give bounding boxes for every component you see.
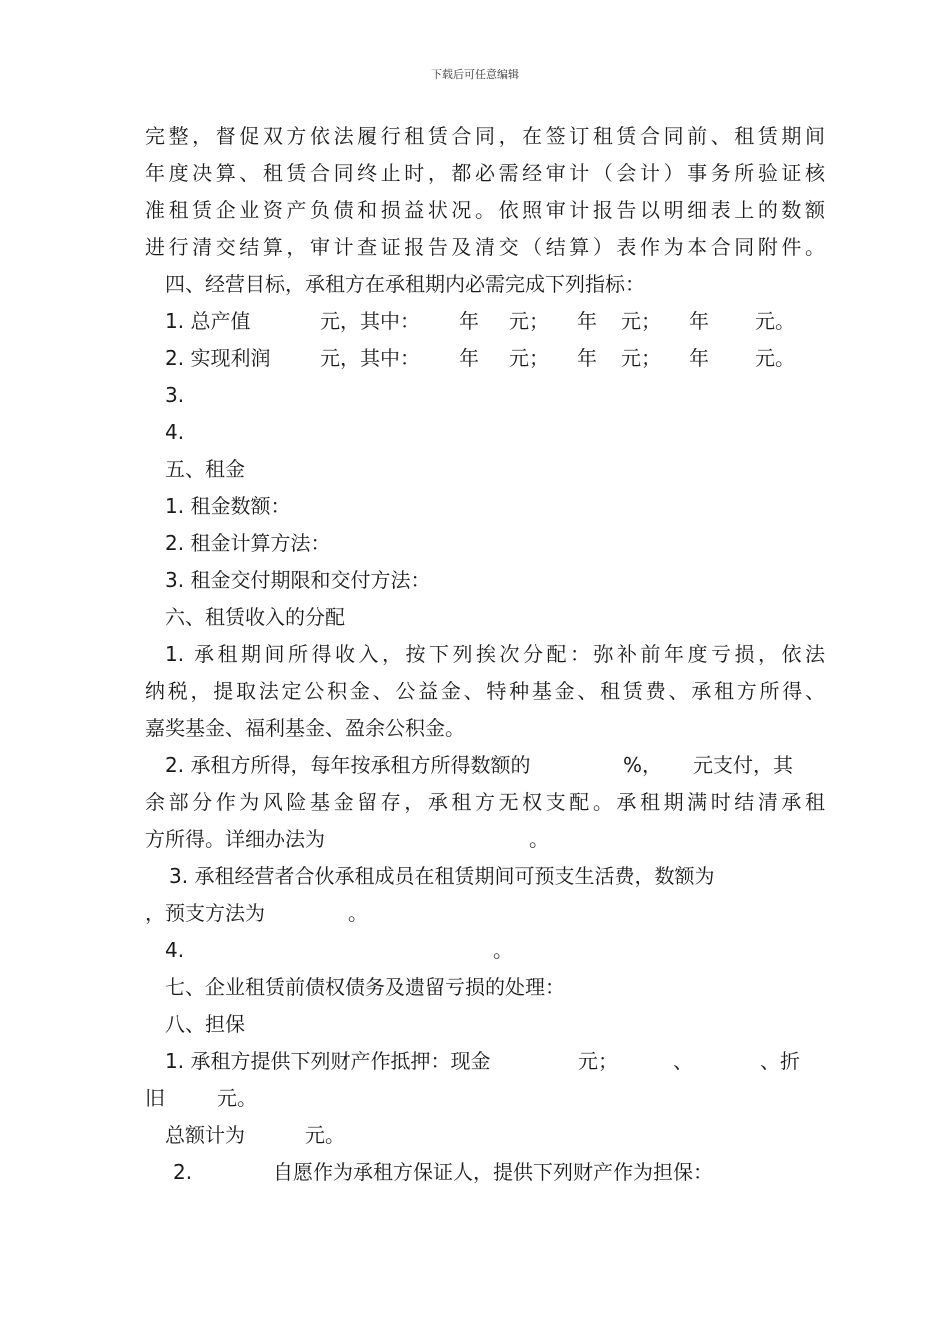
list-item: 4. 。 xyxy=(165,938,513,962)
paragraph-line: 1. 承租方提供下列财产作抵押：现金 元； 、 、折 xyxy=(165,1049,800,1073)
paragraph-line: 余部分作为风险基金留存，承租方无权支配。承租期满时结清承租 xyxy=(145,790,825,814)
paragraph-line: 年度决算、租赁合同终止时，都必需经审计（会计）事务所验证核 xyxy=(145,161,825,185)
paragraph-line: 准租赁企业资产负债和损益状况。依照审计报告以明细表上的数额 xyxy=(145,198,825,222)
section-heading: 七、企业租赁前债权债务及遗留亏损的处理： xyxy=(165,975,565,999)
paragraph-line: 总额计为 元。 xyxy=(165,1123,345,1147)
paragraph-line: 完整，督促双方依法履行租赁合同，在签订租赁合同前、租赁期间 xyxy=(145,124,825,148)
page-header-note: 下载后可任意编辑 xyxy=(431,68,519,81)
section-heading: 六、租赁收入的分配 xyxy=(165,605,345,629)
paragraph-line: 嘉奖基金、福利基金、盈余公积金。 xyxy=(145,716,465,740)
list-item: 3. 租金交付期限和交付方法： xyxy=(165,568,431,592)
paragraph-line: ，预支方法为 。 xyxy=(145,901,368,925)
list-item: 3. xyxy=(165,383,185,407)
paragraph-line: 纳税，提取法定公积金、公益金、特种基金、租赁费、承租方所得、 xyxy=(145,679,825,703)
indicator-profit: 2. 实现利润 元，其中： 年 元； 年 元； 年 元。 xyxy=(165,346,795,370)
paragraph-line: 2. 承租方所得，每年按承租方所得数额的 %， 元支付，其 xyxy=(165,753,793,777)
section-heading: 四、经营目标，承租方在承租期内必需完成下列指标： xyxy=(165,272,645,296)
section-heading: 五、租金 xyxy=(165,457,245,481)
paragraph-line: 1. 承租期间所得收入，按下列挨次分配：弥补前年度亏损，依法 xyxy=(165,642,825,666)
indicator-total-output: 1. 总产值 元，其中： 年 元； 年 元； 年 元。 xyxy=(165,309,795,333)
list-item: 2. 租金计算方法： xyxy=(165,531,331,555)
paragraph-line: 旧 元。 xyxy=(145,1086,257,1110)
document-body xyxy=(145,118,825,1191)
paragraph-line: 进行清交结算，审计查证报告及清交（结算）表作为本合同附件。 xyxy=(145,235,825,259)
section-heading: 八、担保 xyxy=(165,1012,245,1036)
list-item: 4. xyxy=(165,420,185,444)
paragraph-line: 方所得。详细办法为 。 xyxy=(145,827,549,851)
paragraph-line: 3. 承租经营者合伙承租成员在租赁期间可预支生活费，数额为 xyxy=(169,864,715,888)
paragraph-line: 2. 自愿作为承租方保证人，提供下列财产作为担保： xyxy=(173,1160,713,1184)
list-item: 1. 租金数额： xyxy=(165,494,291,518)
